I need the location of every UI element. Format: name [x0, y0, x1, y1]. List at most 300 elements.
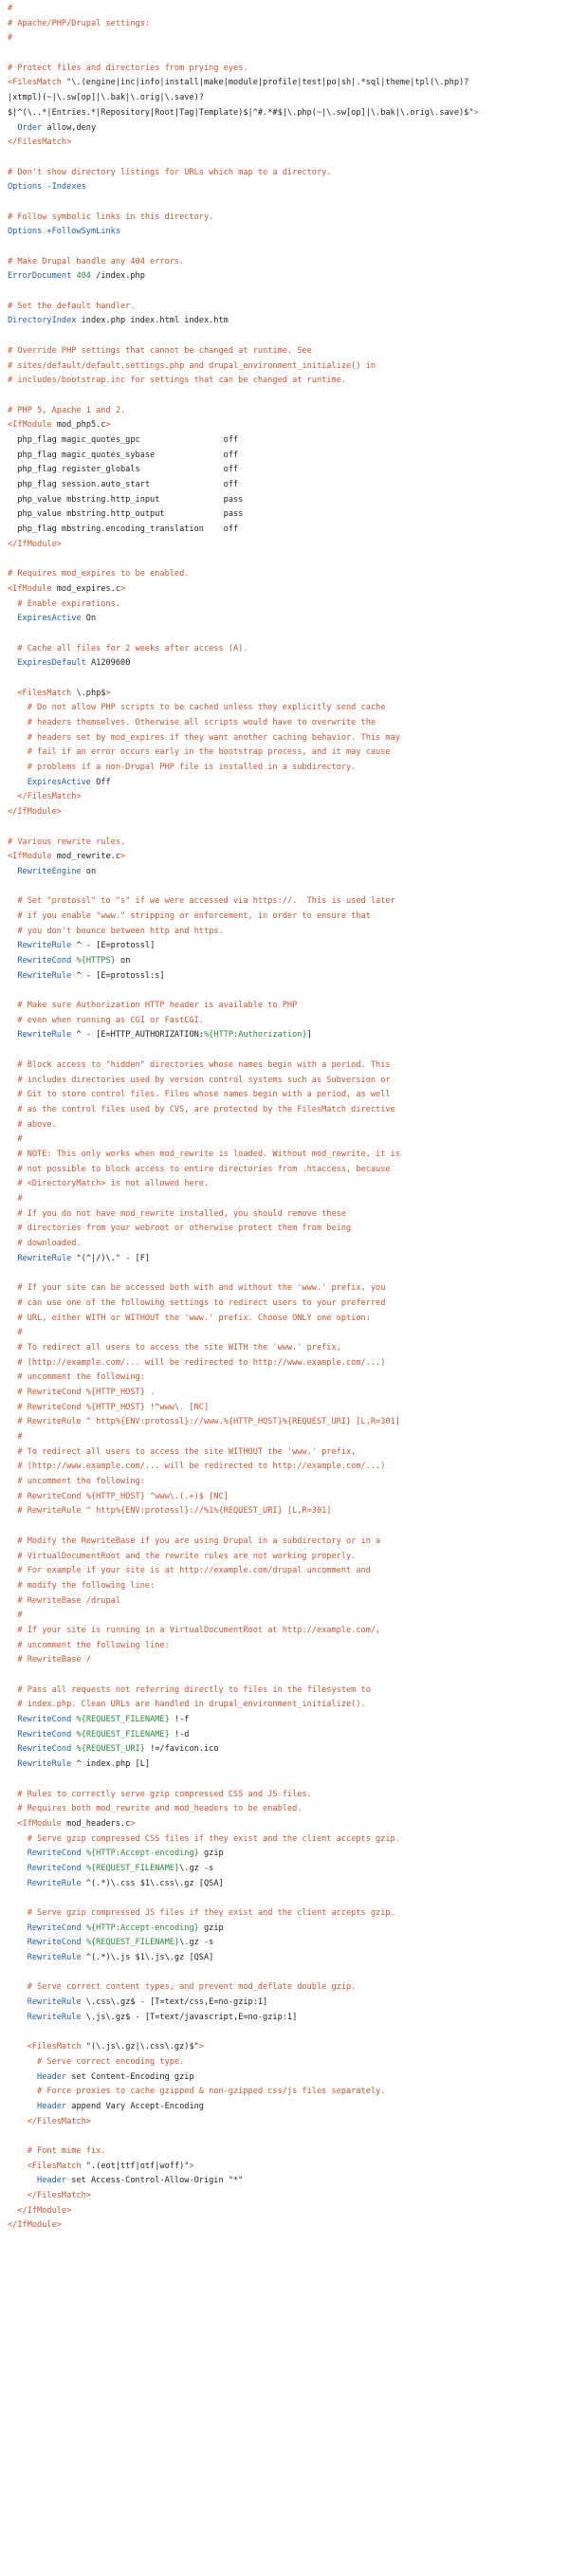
- code-line: [8, 1475, 561, 1490]
- code-line: [8, 1847, 561, 1862]
- comment-token: # Block access to "hidden" directories whose names begin with a period. This: [8, 1059, 391, 1070]
- text-token: ]: [306, 1030, 312, 1040]
- code-line: [8, 836, 561, 851]
- text-token: [8, 2117, 28, 2126]
- code-line: [8, 1742, 561, 1757]
- code-line: [8, 1356, 561, 1371]
- directive-token: ExpiresDefault: [17, 658, 86, 669]
- text-token: set Content-Encoding gzip: [66, 2071, 194, 2082]
- comment-token: # downloaded.: [8, 1239, 82, 1249]
- comment-token: # If you do not have mod_rewrite installed, you should remove these: [8, 1208, 346, 1219]
- code-line: [8, 1624, 561, 1639]
- code-line: [8, 1028, 561, 1043]
- directive-token: Header: [37, 2176, 67, 2186]
- blank-line: [8, 1668, 561, 1684]
- comment-token: # as the control files used by CVS, are protected by the FilesMatch directive: [8, 1104, 395, 1114]
- code-line: [8, 1728, 561, 1743]
- code-line: [8, 1877, 561, 1892]
- text-token: \.php$: [76, 688, 106, 698]
- code-line: [8, 1594, 561, 1610]
- code-line: [8, 2100, 561, 2115]
- code-line: [8, 805, 561, 820]
- code-line: [8, 300, 561, 315]
- code-line: [8, 478, 561, 493]
- text-token: \.gz -s: [179, 1938, 214, 1948]
- comment-token: # RewriteRule ^ http%{ENV:protossl}://www.%{HTTP_HOST}%{REQUEST_URI} [L,R=301]: [8, 1417, 400, 1427]
- comment-token: #: [8, 33, 13, 44]
- comment-token: # Set the default handler.: [8, 301, 136, 311]
- directive-token: ExpiresActive: [27, 777, 91, 787]
- code-line: [8, 1148, 561, 1163]
- text-token: [8, 941, 17, 950]
- tag-token: <FilesMatch: [27, 2042, 86, 2052]
- variable-token: %{HTTP:Authorization}: [203, 1030, 307, 1040]
- blank-line: [8, 389, 561, 404]
- code-line: [8, 374, 561, 389]
- text-token: index.php index.html index.htm: [76, 316, 229, 326]
- code-line: [8, 1684, 561, 1699]
- tag-token: </IfModule>: [8, 539, 62, 549]
- comment-token: # uncomment the following line:: [8, 1640, 170, 1650]
- directive-token: -Indexes: [46, 182, 86, 193]
- directive-token: RewriteCond: [17, 1729, 72, 1739]
- code-line: [8, 418, 561, 433]
- code-line: [8, 1058, 561, 1074]
- tag-token: <IfModule: [8, 583, 57, 594]
- text-token: ^ index.php [L]: [71, 1759, 151, 1770]
- text-token: mod_php5.c: [56, 420, 106, 431]
- comment-token: # If your site can be accessed both with and without the 'www.' prefix, you: [8, 1283, 386, 1294]
- text-token: \.js\.gz$ - [T=text/javascript,E=no-gzip:1]: [81, 2012, 298, 2022]
- text-token: [8, 867, 17, 876]
- directive-token: RewriteCond: [27, 1849, 82, 1859]
- code-line: [8, 1862, 561, 1877]
- code-line: [8, 180, 561, 195]
- blank-line: [8, 329, 561, 344]
- code-line: [8, 1504, 561, 1519]
- directive-token: RewriteCond: [17, 1715, 72, 1725]
- text-token: [8, 971, 17, 981]
- blank-line: [8, 1891, 561, 1906]
- code-line: [8, 1788, 561, 1803]
- blank-line: [8, 1266, 561, 1281]
- text-token: On: [81, 614, 97, 624]
- text-token: on: [115, 956, 131, 966]
- code-line: [8, 1401, 561, 1416]
- code-line: [8, 1326, 561, 1341]
- comment-token: # index.php. Clean URLs are handled in drupal_environment_initialize().: [8, 1700, 366, 1710]
- directive-token: Header: [37, 2101, 67, 2111]
- text-token: ^(.*)\.js $1\.js\.gz [QSA]: [81, 1953, 214, 1963]
- comment-token: # sites/default/default.settings.php and drupal_environment_initialize() in: [8, 360, 376, 371]
- code-line: [8, 1074, 561, 1089]
- blank-line: [8, 820, 561, 836]
- text-token: [8, 1030, 17, 1040]
- text-token: [8, 1759, 17, 1769]
- comment-token: # above.: [8, 1119, 57, 1130]
- text-token: [8, 2072, 37, 2082]
- comment-token: # directories from your webroot or otherwise protect them from being: [8, 1224, 352, 1234]
- code-line: [8, 433, 561, 449]
- text-token: ^ - [E=HTTP_AUTHORIZATION:: [71, 1030, 204, 1040]
- text-token: php_value mbstring.http_output pass: [8, 509, 244, 520]
- comment-token: # you don't bounce between http and https.: [8, 926, 224, 936]
- directive-token: Order: [17, 122, 43, 133]
- blank-line: [8, 552, 561, 567]
- code-line: [8, 656, 561, 672]
- code-line: [8, 62, 561, 77]
- text-token: Off: [90, 777, 111, 787]
- text-token: on: [81, 866, 97, 876]
- comment-token: # URL, either WITH or WITHOUT the 'www.' prefix. Choose ONLY one option:: [8, 1313, 371, 1323]
- text-token: php_flag session.auto_start off: [8, 480, 239, 489]
- blank-line: [8, 1043, 561, 1058]
- code-line: [8, 31, 561, 46]
- code-line: [8, 969, 561, 984]
- comment-token: #: [8, 1432, 23, 1442]
- comment-token: # Requires mod_expires to be enabled.: [8, 569, 190, 580]
- directive-token: RewriteRule: [27, 1878, 82, 1888]
- comment-token: # Serve correct encoding type.: [8, 2056, 185, 2067]
- code-line: [8, 1118, 561, 1133]
- code-line: [8, 17, 561, 32]
- code-line: [8, 1163, 561, 1178]
- comment-token: #: [8, 1610, 23, 1621]
- tag-token: </IfModule>: [17, 2205, 72, 2216]
- code-line: [8, 1312, 561, 1327]
- comment-token: # Pass all requests not referring directly to files in the filesystem to: [8, 1684, 371, 1695]
- text-token: \.gz -s: [179, 1863, 214, 1873]
- text-token: [8, 689, 17, 698]
- text-token: php_flag magic_quotes_sybase off: [8, 450, 239, 460]
- text-token: [8, 1254, 17, 1263]
- text-token: ^ - [E=protossl]: [71, 941, 156, 951]
- comment-token: # <DirectoryMatch> is not allowed here.: [8, 1179, 210, 1189]
- comment-token: # RewriteRule ^ http%{ENV:protossl}://%1%{REQUEST_URI} [L,R=301]: [8, 1506, 332, 1517]
- code-line: [8, 1802, 561, 1817]
- code-line: [8, 1415, 561, 1430]
- code-line: [8, 1757, 561, 1773]
- code-line: [8, 598, 561, 613]
- comment-token: # (http://www.example.com/... will be redirected to http://example.com/...): [8, 1462, 386, 1472]
- text-token: mod_headers.c: [66, 1818, 131, 1829]
- code-line: [8, 463, 561, 478]
- tag-token: <FilesMatch: [27, 2161, 86, 2171]
- comment-token: # Cache all files for 2 weeks after access (A).: [8, 643, 248, 653]
- text-token: [8, 1864, 28, 1873]
- text-token: |xtmpl)(~|\.sw[op]|\.bak|\.orig|\.save)?: [8, 93, 204, 103]
- code-line: [8, 1832, 561, 1848]
- directive-token: DirectoryIndex: [8, 316, 77, 326]
- directive-token: Options: [8, 182, 43, 193]
- code-line: [8, 136, 561, 151]
- blank-line: [8, 880, 561, 895]
- blank-line: [8, 285, 561, 300]
- comment-token: # Rules to correctly serve gzip compressed CSS and JS files.: [8, 1789, 312, 1799]
- variable-token: %{REQUEST_FILENAME}: [76, 1729, 170, 1739]
- code-line: [8, 255, 561, 270]
- code-line: [8, 1252, 561, 1267]
- tag-token: >: [198, 2042, 204, 2052]
- code-line: [8, 314, 561, 329]
- code-line: [8, 2055, 561, 2070]
- comment-token: # (http://example.com/... will be redirected to http://www.example.com/...): [8, 1357, 386, 1368]
- variable-token: %{HTTP:Accept-encoding}: [85, 1849, 199, 1859]
- text-token: [8, 778, 28, 787]
- comment-token: # If your site is running in a VirtualDocumentRoot at http://example.com/,: [8, 1625, 381, 1635]
- tag-token: <IfModule: [8, 852, 57, 862]
- code-line: [8, 359, 561, 375]
- code-line: [8, 790, 561, 805]
- comment-token: # Serve correct content types, and prevent mod_deflate double gzip.: [8, 1982, 357, 1993]
- code-line: [8, 2070, 561, 2086]
- code-line: [8, 1371, 561, 1386]
- comment-token: # headers set by mod_expires if they want another caching behavior. This may: [8, 732, 400, 743]
- code-line: [8, 910, 561, 925]
- code-line: [8, 894, 561, 910]
- code-line: [8, 1297, 561, 1312]
- comment-token: # Follow symbolic links in this directory.: [8, 212, 214, 222]
- code-line: [8, 1341, 561, 1356]
- text-token: php_flag register_globals off: [8, 465, 239, 475]
- tag-token: >: [130, 1818, 136, 1829]
- code-line: [8, 269, 561, 285]
- text-token: \.css\.gz$ - [T=text/css,E=no-gzip:1]: [81, 1997, 268, 2008]
- code-line: [8, 2204, 561, 2219]
- text-token: ^ - [E=protossl:s]: [71, 970, 165, 981]
- comment-token: # Enable expirations.: [8, 598, 120, 609]
- blank-line: [8, 46, 561, 62]
- text-token: php_value mbstring.http_input pass: [8, 494, 244, 505]
- blank-line: [8, 195, 561, 211]
- code-line: [8, 731, 561, 746]
- text-token: mod_rewrite.c: [56, 852, 121, 862]
- comment-token: # Make Drupal handle any 404 errors.: [8, 256, 185, 267]
- text-token: [8, 2176, 37, 2185]
- directive-token: ExpiresActive: [17, 614, 82, 624]
- tag-token: </IfModule>: [8, 2220, 62, 2231]
- comment-token: # Serve gzip compressed JS files if they exist and the client accepts gzip.: [8, 1908, 395, 1918]
- text-token: append Vary Accept-Encoding: [66, 2101, 204, 2111]
- comment-token: # includes directories used by version control systems such as Subversion or: [8, 1075, 391, 1085]
- directive-token: RewriteEngine: [17, 866, 82, 876]
- text-token: php_flag mbstring.encoding_translation off: [8, 524, 239, 535]
- text-token: "\.(engine|inc|info|install|make|module|profile|test|po|sh|.*sql|theme|tpl(\.php)?: [66, 78, 469, 88]
- code-line: [8, 1609, 561, 1624]
- code-line: [8, 1922, 561, 1937]
- comment-token: # RewriteBase /: [8, 1655, 91, 1665]
- comment-token: # Do not allow PHP scripts to be cached unless they explicitly send cache: [8, 703, 386, 713]
- text-token: ".(eot|ttf|otf|woff)": [85, 2161, 190, 2171]
- text-token: [8, 1730, 17, 1739]
- code-line: [8, 850, 561, 865]
- comment-token: #: [8, 1194, 23, 1204]
- text-token: /index.php: [90, 271, 145, 282]
- comment-token: # RewriteCond %{HTTP_HOST} .: [8, 1387, 156, 1397]
- code-line: [8, 1014, 561, 1029]
- code-line: [8, 1713, 561, 1728]
- text-token: [8, 956, 17, 966]
- code-line: [8, 211, 561, 226]
- code-line: [8, 76, 561, 91]
- comment-token: # problems if a non-Drupal PHP file is installed in a subdirectory.: [8, 763, 357, 773]
- code-line: [8, 1132, 561, 1148]
- blank-line: [8, 1773, 561, 1788]
- code-line: [8, 1980, 561, 1996]
- code-line: [8, 1222, 561, 1237]
- blank-line: [8, 1966, 561, 1981]
- code-line: [8, 1579, 561, 1594]
- text-token: php_flag magic_quotes_gpc off: [8, 434, 239, 445]
- text-token: [8, 1879, 28, 1888]
- comment-token: # RewriteCond %{HTTP_HOST} !^www\. [NC]: [8, 1402, 210, 1412]
- text-token: gzip: [198, 1849, 224, 1859]
- code-line: [8, 642, 561, 657]
- text-token: "(^|/)\." - [F]: [71, 1253, 151, 1263]
- blank-line: [8, 1519, 561, 1535]
- text-token: [8, 1938, 28, 1947]
- text-token: [8, 2206, 17, 2216]
- tag-token: </FilesMatch>: [8, 138, 72, 148]
- directive-token: RewriteRule: [27, 1997, 82, 2008]
- directive-token: RewriteCond: [27, 1938, 82, 1948]
- code-line: [8, 2174, 561, 2189]
- code-line: [8, 2, 561, 17]
- text-token: [8, 1819, 17, 1829]
- code-line: [8, 776, 561, 791]
- code-line: [8, 1237, 561, 1252]
- directive-token: RewriteRule: [17, 941, 72, 951]
- code-line: [8, 1564, 561, 1579]
- comment-token: # modify the following line:: [8, 1580, 156, 1591]
- comment-token: # uncomment the following:: [8, 1372, 145, 1383]
- code-line: [8, 2085, 561, 2100]
- comment-token: # Modify the RewriteBase if you are using Drupal in a subdirectory or in a: [8, 1536, 381, 1546]
- code-line: [8, 166, 561, 181]
- comment-token: #: [8, 1328, 23, 1338]
- comment-token: # Force proxies to cache gzipped & non-gzipped css/js files separately.: [8, 2087, 386, 2097]
- comment-token: # even when running as CGI or FastCGI.: [8, 1015, 204, 1025]
- code-line: [8, 745, 561, 761]
- code-line: [8, 1445, 561, 1461]
- code-line: [8, 1430, 561, 1445]
- code-line: [8, 1550, 561, 1565]
- code-line: [8, 523, 561, 538]
- blank-line: [8, 2129, 561, 2144]
- blank-line: [8, 2026, 561, 2041]
- variable-token: %{HTTPS}: [76, 956, 116, 966]
- tag-token: <FilesMatch: [17, 688, 77, 698]
- text-token: [8, 1953, 28, 1962]
- code-line: [8, 1936, 561, 1951]
- comment-token: #: [8, 1134, 23, 1145]
- comment-token: # Apache/PHP/Drupal settings:: [8, 18, 151, 28]
- code-line: [8, 538, 561, 553]
- code-line: [8, 954, 561, 969]
- comment-token: # not possible to block access to entire directories from .htaccess, because: [8, 1164, 391, 1174]
- variable-token: %{REQUEST_FILENAME}: [85, 1938, 180, 1948]
- code-line: [8, 121, 561, 137]
- code-line: [8, 1460, 561, 1475]
- code-line: [8, 582, 561, 598]
- variable-token: %{HTTP:Accept-encoding}: [85, 1923, 199, 1933]
- comment-token: # can use one of the following settings to redirect users to your preferred: [8, 1297, 386, 1308]
- code-line: [8, 91, 561, 106]
- code-line: [8, 493, 561, 508]
- comment-token: # fail if an error occurs early in the bootstrap process, and it may cause: [8, 747, 391, 758]
- code-line: [8, 106, 561, 121]
- code-line: [8, 344, 561, 359]
- blank-line: [8, 240, 561, 255]
- text-token: gzip: [198, 1923, 224, 1933]
- text-token: !=/favicon.ico: [144, 1744, 219, 1755]
- code-line: [8, 2160, 561, 2175]
- text-token: [8, 2162, 28, 2171]
- code-line: [8, 1281, 561, 1297]
- comment-token: # Requires both mod_rewrite and mod_headers to be enabled.: [8, 1804, 303, 1814]
- code-line: [8, 716, 561, 731]
- text-token: ^(.*)\.css $1\.css\.gz [QSA]: [81, 1878, 224, 1888]
- code-line: [8, 2115, 561, 2130]
- tag-token: </FilesMatch>: [27, 2116, 91, 2126]
- code-line: [8, 999, 561, 1014]
- directive-token: RewriteCond: [27, 1863, 82, 1873]
- text-token: [8, 1744, 17, 1754]
- comment-token: # Set "protossl" to "s" if we were accessed via https://. This is used later: [8, 896, 395, 907]
- code-line: [8, 449, 561, 464]
- comment-token: # Serve gzip compressed CSS files if they exist and the client accepts gzip.: [8, 1833, 400, 1844]
- comment-token: # Git to store control files. Files whose names begin with a period, as well: [8, 1090, 391, 1100]
- tag-token: >: [120, 583, 126, 594]
- text-token: A1209600: [85, 658, 131, 669]
- code-line: [8, 2218, 561, 2234]
- tag-token: >: [105, 420, 111, 431]
- code-line: [8, 865, 561, 880]
- text-token: [8, 614, 17, 623]
- text-token: [8, 123, 17, 133]
- text-token: [8, 1849, 28, 1858]
- code-line: [8, 1088, 561, 1103]
- comment-token: # For example if your site is at http://example.com/drupal uncomment and: [8, 1566, 371, 1576]
- variable-token: 404: [76, 271, 91, 282]
- code-line: [8, 404, 561, 419]
- variable-token: %{REQUEST_FILENAME}: [85, 1863, 180, 1873]
- text-token: "(\.js\.gz|\.css\.gz)$": [85, 2042, 199, 2052]
- text-token: set Access-Control-Allow-Origin "*": [66, 2176, 244, 2186]
- text-token: !-f: [169, 1715, 190, 1725]
- comment-token: # RewriteCond %{HTTP_HOST} ^www\.(.+)$ [NC]: [8, 1491, 229, 1501]
- tag-token: >: [189, 2161, 194, 2171]
- code-line: [8, 225, 561, 240]
- code-line: [8, 1951, 561, 1966]
- code-line: [8, 1639, 561, 1654]
- directive-token: RewriteCond: [17, 1744, 72, 1755]
- code-line: [8, 1906, 561, 1922]
- text-token: !-d: [169, 1729, 190, 1739]
- text-token: [8, 2191, 28, 2200]
- variable-token: %{REQUEST_FILENAME}: [76, 1715, 170, 1725]
- code-line: [8, 2189, 561, 2204]
- code-line: [8, 2144, 561, 2160]
- comment-token: # Font mime fix.: [8, 2146, 106, 2156]
- comment-token: # Don't show directory listings for URLs which map to a directory.: [8, 167, 332, 177]
- tag-token: <IfModule: [8, 420, 57, 431]
- blank-line: [8, 672, 561, 687]
- code-line: [8, 1653, 561, 1668]
- code-line: [8, 507, 561, 523]
- text-token: [8, 792, 17, 801]
- comment-token: #: [8, 4, 13, 13]
